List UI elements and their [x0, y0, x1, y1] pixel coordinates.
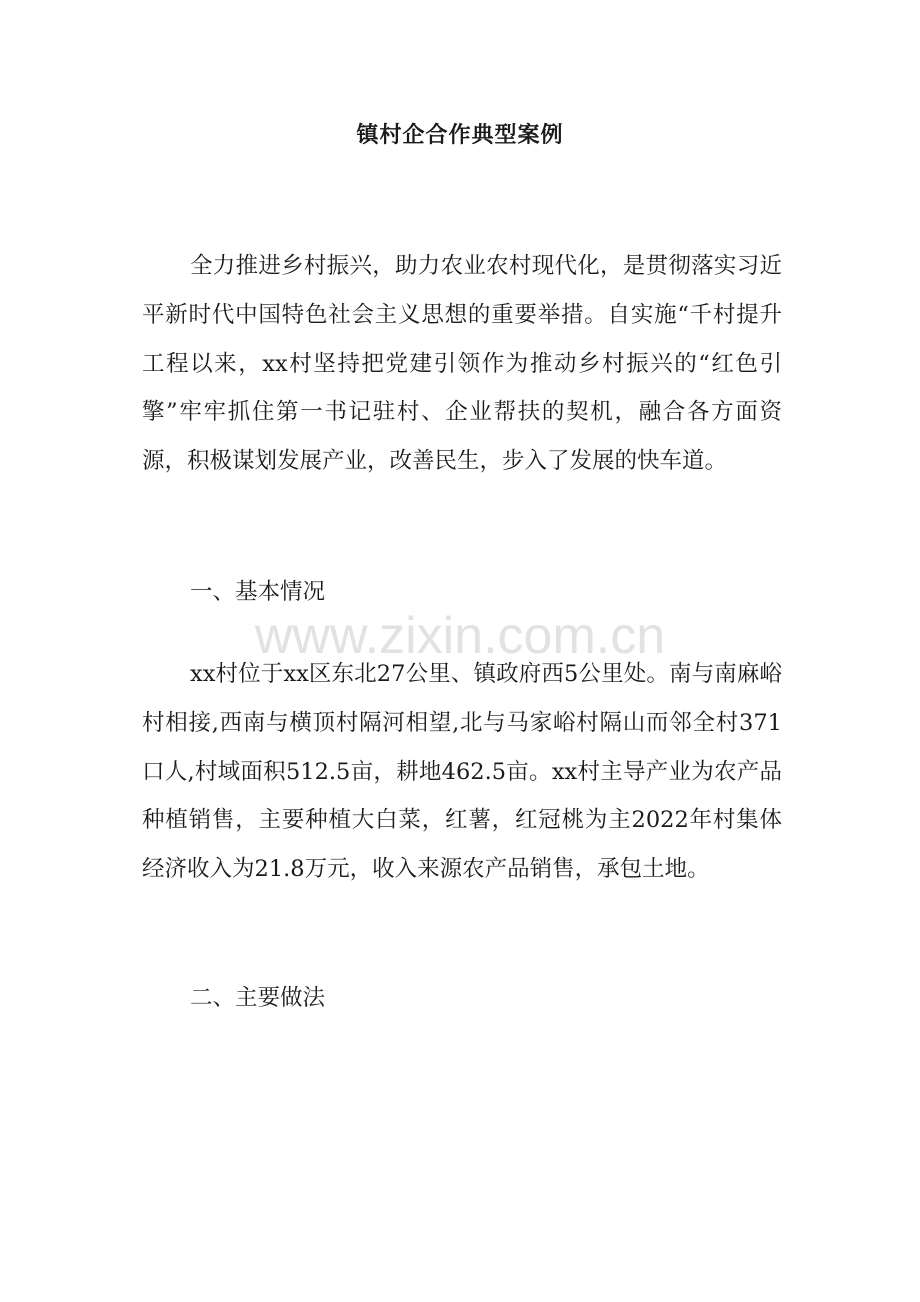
- section-heading-main-practices: 二、主要做法: [190, 985, 326, 1011]
- watermark-text: www.zixin.com.cn: [254, 607, 666, 665]
- section-heading-basic-info: 一、基本情况: [190, 579, 326, 605]
- basic-info-paragraph: xx村位于xx区东北27公里、镇政府西5公里处。南与南麻峪村相接,西南与横顶村隔河相望,北与马家峪村隔山而邻全村371口人,村域面积512.5亩，耕地462.5亩。xx村主导产业为农产品种植销售，主要种植大白菜，红薯，红冠桃为主2022年村集体经济收入为21.8万元，收入来源农产品销售，承包土地。: [142, 661, 782, 883]
- intro-paragraph: 全力推进乡村振兴，助力农业农村现代化，是贯彻落实习近平新时代中国特色社会主义思想的重要举措。自实施“千村提升工程以来，xx村坚持把党建引领作为推动乡村振兴的“红色引擎”牢牢抓住第一书记驻村、企业帮扶的契机，融合各方面资源，积极谋划发展产业，改善民生，步入了发展的快车道。: [142, 253, 782, 475]
- document-title: 镇村企合作典型案例: [356, 122, 564, 148]
